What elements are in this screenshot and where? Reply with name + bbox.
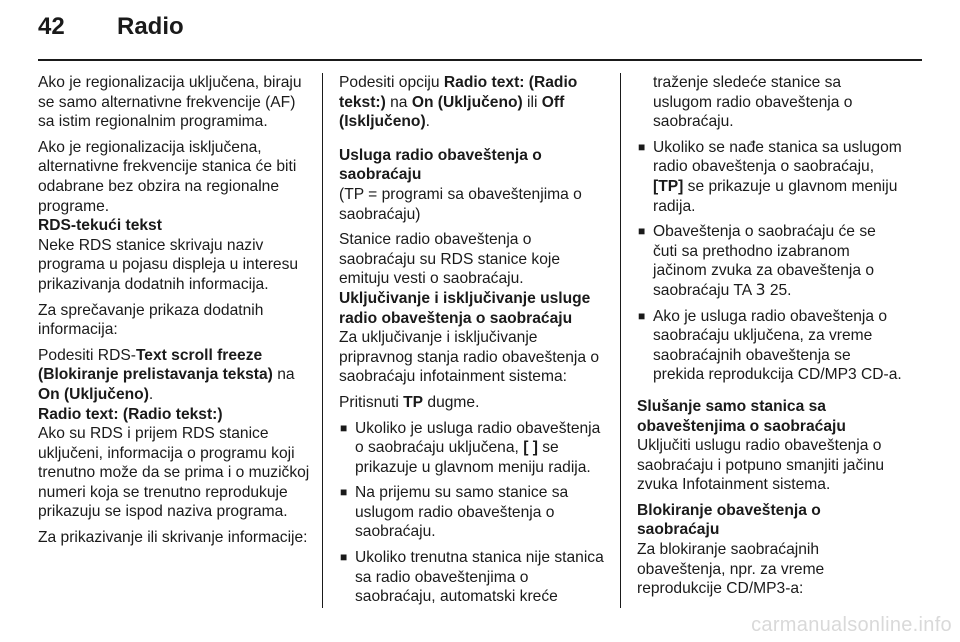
paragraph: Ako je regionalizacija isključena, alternativne frekvencije stanica će biti odabrane bez obzira na regionalne programe. [38,138,297,215]
list-item: ■ Na prijemu su samo stanice sa uslugom radio obaveštenja o saobraćaju. [339,483,607,542]
section-heading: Blokiranje obaveštenja o saobraćaju [637,501,821,539]
paragraph: Ako su RDS i prijem RDS stanice uključeni, informacija o programu koji trenutno može da se prima i o muzičkoj numeri koja se trenutno reprodukuje prikazuju se ispod naziva programa. [38,425,310,521]
paragraph: (TP = programi sa obaveštenjima o saobraćaju) [339,185,582,223]
page-number: 42 [38,13,65,40]
paragraph: Za uključivanje i isključivanje pripravnog stanja radio obaveštenja o saobraćaju infotainment sistema: [339,329,600,386]
list-item: ■ Ako je usluga radio obaveštenja o saobraćaju uključena, za vreme saobraćajnih obaveštenja se prekida reprodukcija CD/MP3 CD-a. [637,307,903,385]
list-item-continued: traženje sledeće stanice sa uslugom radio obaveštenja o saobraćaju. [653,74,853,131]
paragraph: Podesiti RDS-Text scroll freeze (Blokiranje prelistavanja teksta) na On (Uključeno). [38,346,295,403]
list-item: ■ Ukoliko se nađe stanica sa uslugom radio obaveštenja o saobraćaju, [TP] se prikazuje u glavnom meniju radija. [637,138,903,216]
paragraph: Podesiti opciju Radio text: (Radio tekst:) na On (Uključeno) ili Off (Isključeno). [339,74,578,131]
paragraph: Ako je regionalizacija uključena, biraju se samo alternativne frekvencije (AF) sa istim regionalnim programima. [38,74,302,131]
paragraph: Za prikazivanje ili skrivanje informacije: [38,529,308,547]
column-1 [38,73,310,554]
section-heading: RDS-tekući tekst [38,217,162,235]
paragraph: Stanice radio obaveštenja o saobraćaju su RDS stanice koje emituju vesti o saobraćaju. [339,231,561,288]
list-item: ■ Ukoliko trenutna stanica nije stanica sa radio obaveštenjima o saobraćaju, automatski kreće [339,548,607,607]
watermark: carmanualsonline.info [751,614,952,636]
column-2 [339,73,607,613]
section-heading: Slušanje samo stanica sa obaveštenjima o saobraćaju [637,397,846,435]
section-heading: Radio text: (Radio tekst:) [38,405,223,423]
column-divider [620,73,621,608]
paragraph: Za blokiranje saobraćajnih obaveštenja, npr. za vreme reprodukcije CD/MP3-a: [637,541,825,598]
section-heading: Uključivanje i isključivanje usluge radio obaveštenja o saobraćaju [339,289,591,327]
column-divider [322,73,323,608]
list-item: ■ Obaveštenja o saobraćaju će se čuti sa prethodno izabranom jačinom zvuka za obaveštenja o saobraćaju TA 3 25. [637,222,903,300]
column-3 [637,73,903,605]
page-reference-icon[interactable]: 3 [755,280,766,299]
section-heading: Usluga radio obaveštenja o saobraćaju [339,146,542,184]
paragraph: Pritisnuti TP dugme. [339,393,480,411]
header-divider [38,59,922,61]
paragraph: Neke RDS stanice skrivaju naziv programa u pojasu displeja u interesu prikazivanja dodatnih informacija. [38,236,299,293]
page-title: Radio [117,13,184,40]
paragraph: Uključiti uslugu radio obaveštenja o saobraćaju i potpuno smanjiti jačinu zvuka Infotainment sistema. [637,437,885,494]
list-item: ■ Ukoliko je usluga radio obaveštenja o saobraćaju uključena, [ ] se prikazuje u glavnom meniju radija. [339,419,607,478]
paragraph: Za sprečavanje prikaza dodatnih informacija: [38,301,264,339]
